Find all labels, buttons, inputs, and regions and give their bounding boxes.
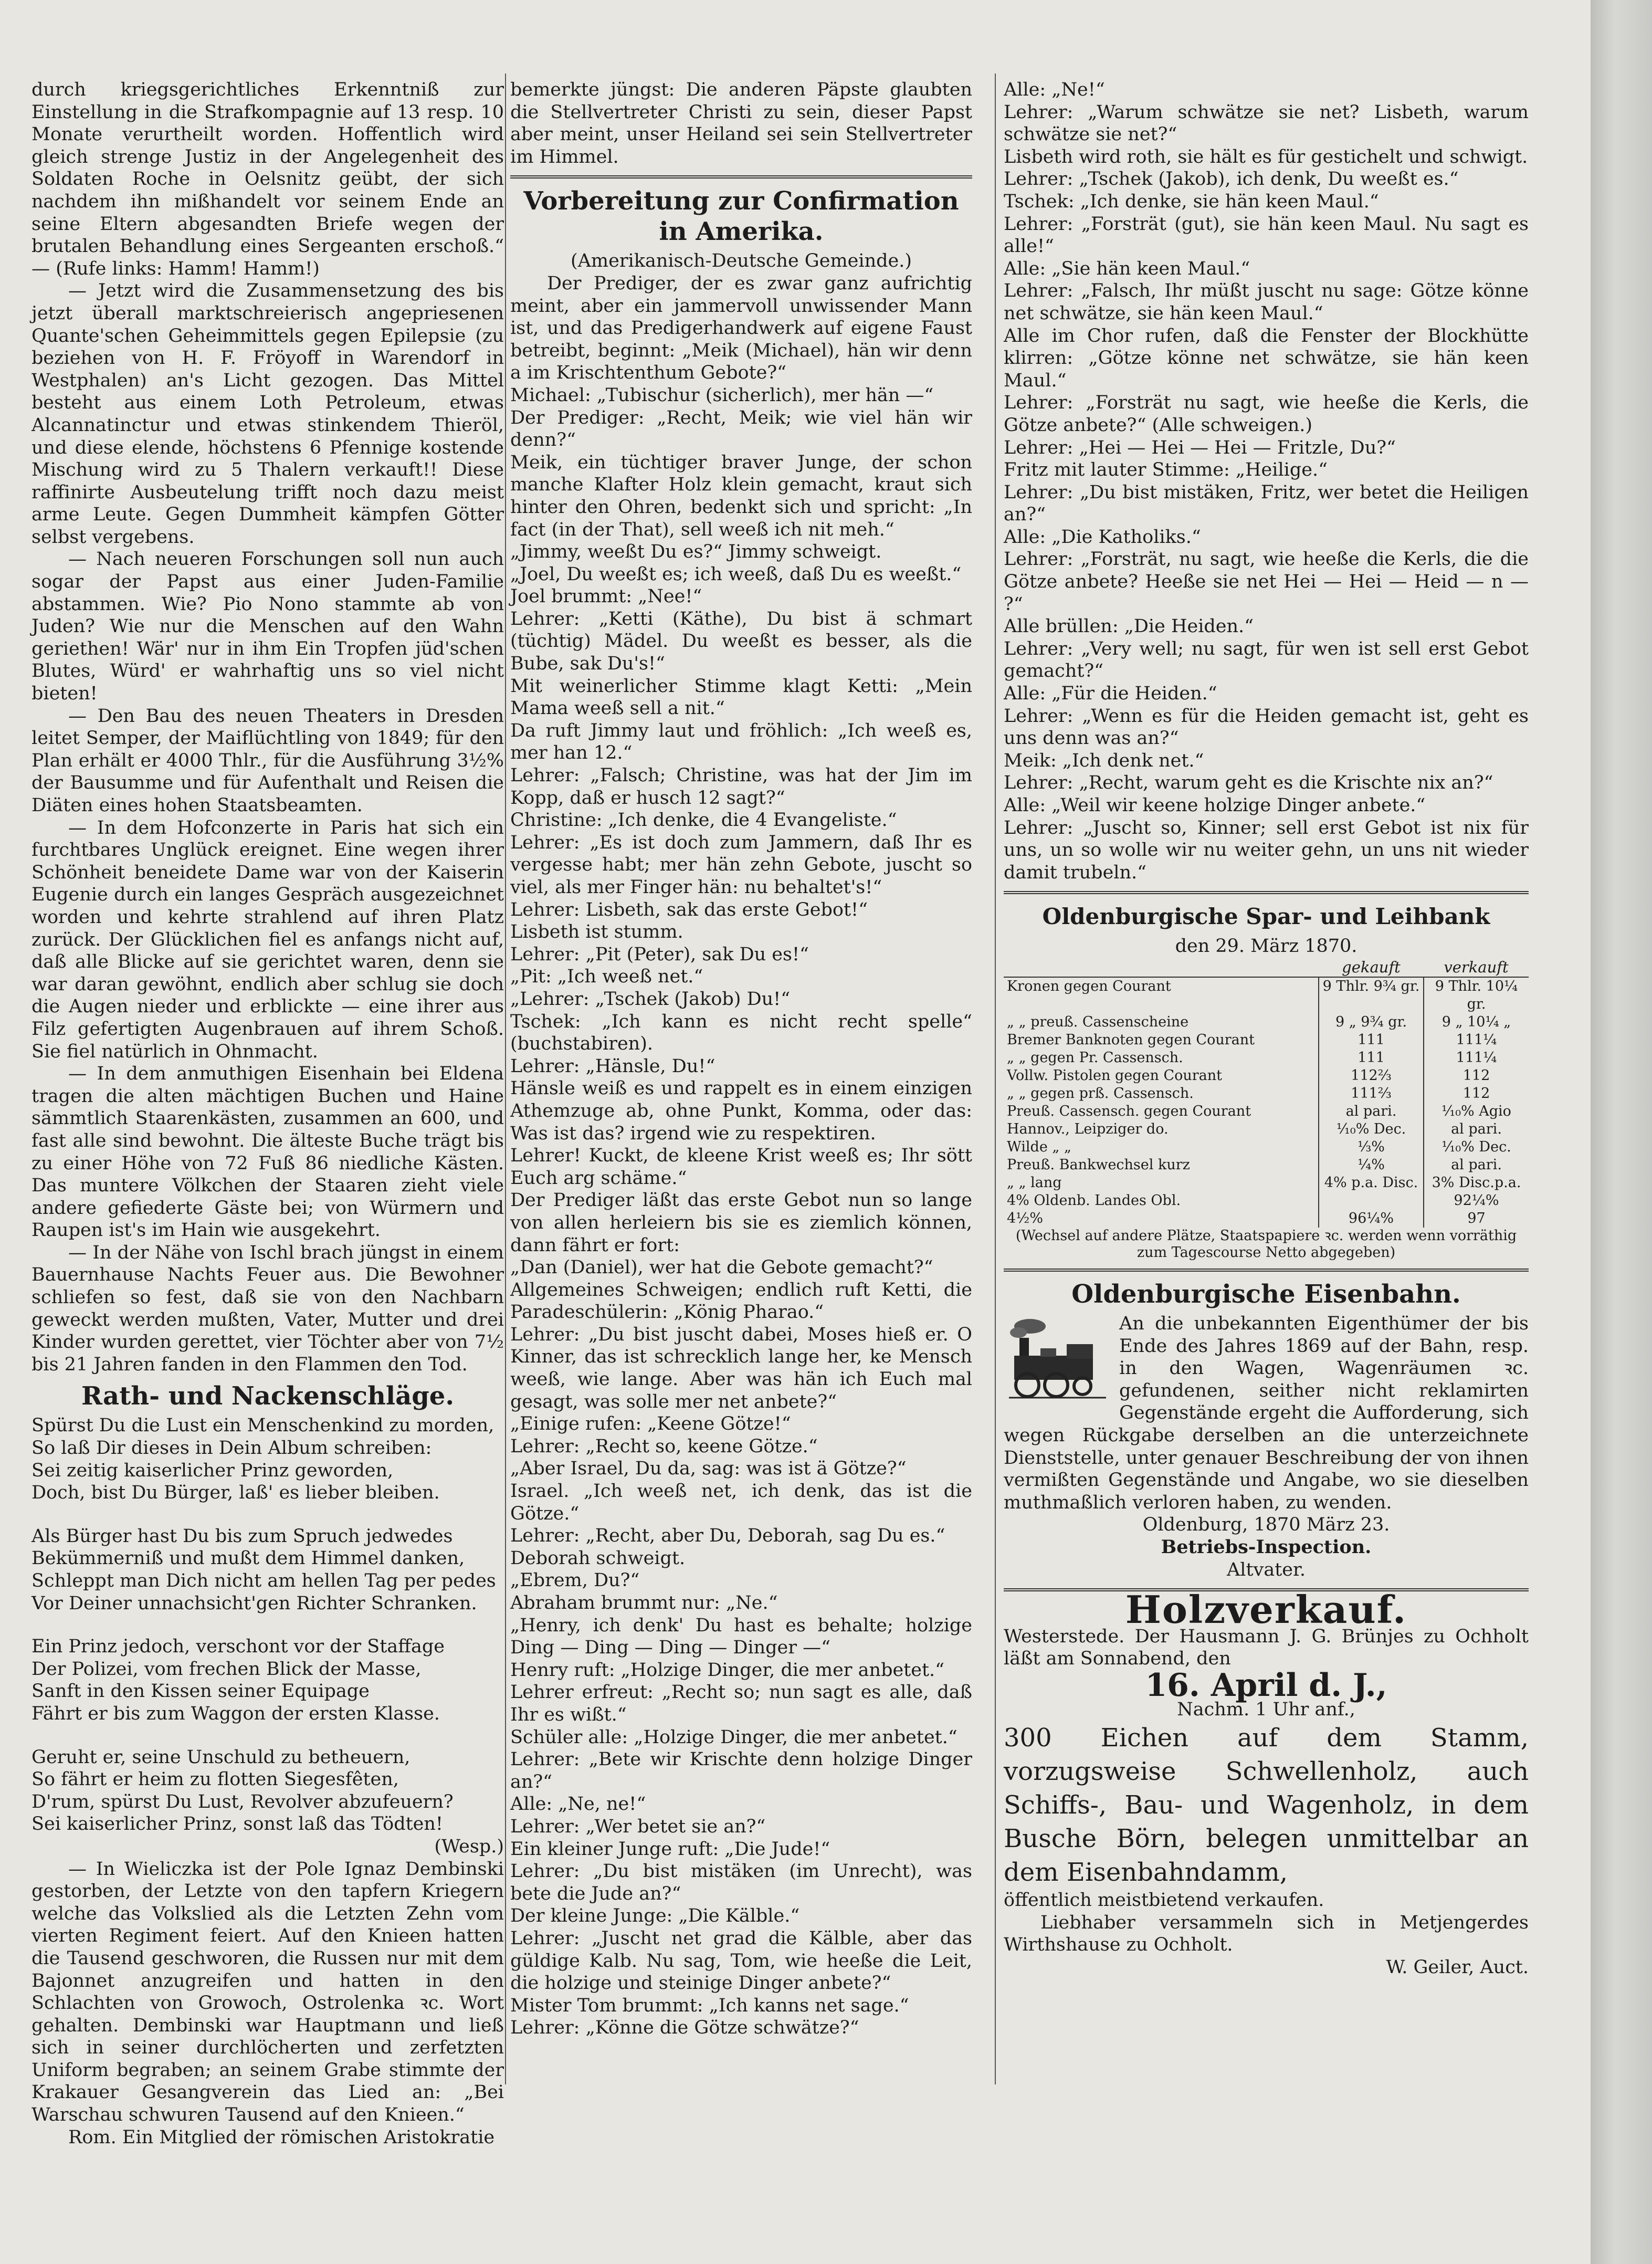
table-row xyxy=(1004,1031,1529,1049)
article-confirmation-text: Der Prediger, der es zwar ganz aufrichtig meint, aber ein jammervoll unwissender Mann ist, und das Predigerhandwerk auf eigene Faust betreibt, beginnt: „Meik (Michael), hän wir denn a im Krischtenthum Gebote?“ Michael: „Tubischur (sicherlich), mer hän —“ Der Prediger: „Recht, Meik; wie viel hän wir denn?“ Meik, ein tüchtiger braver Junge, der schon manche Klafter Holz klein gemacht, kraut sich hinter den Ohren, bedenkt sich und spricht: „In fact (in der That), sell weeß ich nit meh.“ „Jimmy, weeßt Du es?“ Jimmy schweigt. „Joel, Du weeßt es; ich weeß, daß Du es weeßt.“ Joel brummt: „Nee!“ Lehrer: „Ketti (Käthe), Du bist ä schmart (tüchtig) Mädel. Du weeßt es besser, als die Bube, sak Du's!“ Mit weinerlicher Stimme klagt Ketti: „Mein Mama weeß sell a nit.“ Da ruft Jimmy laut und fröhlich: „Ich weeß es, mer han 12.“ Lehrer: „Falsch; Christine, was hat der Jim im Kopp, daß er husch 12 sagt?“ Christine: „Ich denke, die 4 Evangeliste.“ Lehrer: „Es ist doch zum Jammern, daß Ihr es vergesse habt; mer hän zehn Gebote, juscht so viel, als mer Finger hän: nu behaltet's!“ Lehrer: Lisbeth, sak das erste Gebot!“ Lisbeth ist stumm. Lehrer: „Pit (Peter), sak Du es!“ „Pit: „Ich weeß net.“ „Lehrer: „Tschek (Jakob) Du!“ Tschek: „Ich kann es nicht recht spelle“ (buchstabiren). Lehrer: „Hänsle, Du!“ Hänsle weiß es und rappelt es in einem einzigen Athemzuge ab, ohne Punkt, Komma, oder das: Was ist das? irgend wie zu respektiren. Lehrer! Kuckt, de kleene Krist weeß es; Ihr sött Euch arg schäme.“ Der Prediger läßt das erste Gebot nun so lange von allen herleiern bis sie es ziemlich können, dann fährt er fort: „Dan (Daniel), wer hat die Gebote gemacht?“ Allgemeines Schweigen; endlich ruft Ketti, die Paradeschülerin: „König Pharao.“ Lehrer: „Du bist juscht dabei, Moses hieß er. O Kinner, das ist schrecklich lange her, ke Mensch weeß, wie lange. Aber was hän ich Euch mal gesagt, was solle mer net anbete?“ „Einige rufen: „Keene Götze!“ Lehrer: „Recht so, keene Götze.“ „Aber Israel, Du da, sag: was ist ä Götze?“ Israel. „Ich weeß net, ich denk, das ist die Götze.“ Lehrer: „Recht, aber Du, Deborah, sag Du es.“ Deborah schweigt. „Ebrem, Du?“ Abraham brummt nur: „Ne.“ „Henry, ich denk' Du hast es behalte; holzige Ding — Ding — Ding — Dinger —“ Henry ruft: „Holzige Dinger, die mer anbetet.“ Lehrer erfreut: „Recht so; nun sagt es alle, daß Ihr es wißt.“ Schüler alle: „Holzige Dinger, die mer anbetet.“ Lehrer: „Bete wir Krischte denn holzige Dinger an?“ Alle: „Ne, ne!“ Lehrer: „Wer betet sie an?“ Ein kleiner Junge ruft: „Die Jude!“ Lehrer: „Du bist mistäken (im Unrecht), was bete die Jude an?“ Der kleine Junge: „Die Kälble.“ Lehrer: „Juscht net grad die Kälble, aber das güldige Kalb. Nu sag, Tom, wie heeße die Leit, die holzige und steinige Dinger anbete?“ Mister Tom brummt: „Ich kanns net sage.“ Lehrer: „Könne die Götze schwätze?“ xyxy=(510,272,972,2039)
article-ischl-fire: — In der Nähe von Ischl brach jüngst in einem Bauernhause Nachts Feuer aus. Die Bewohner schliefen so fest, daß sie von den Nachbarn geweckt werden mußten, Vater, Mutter und drei Kinder wurden gerettet, vier Töchter aber von 7½ bis 21 Jahren fanden in den Flammen den Tod. xyxy=(31,1242,504,1375)
column-rule xyxy=(995,74,996,2084)
bank-date: den 29. März 1870. xyxy=(1175,936,1358,957)
rate-cell-buy xyxy=(1319,1192,1424,1210)
table-row xyxy=(1004,1120,1529,1138)
article-paris-concert: — In dem Hofconzerte in Paris hat sich ein furchtbares Unglück ereignet. Eine wegen ihrer Schönheit beneidete Dame war von der Kaiserin Eugenie durch ein langes Gespräch ausgezeichnet worden und kehrte strahlend auf ihren Platz zurück. Der Glücklichen fiel es anfangs nicht auf, daß alle Blicke auf sie gerichtet waren, denn sie war daran gewöhnt, endlich aber schlug sie doch die Augen nieder und erblickte — eine ihrer aus Filz gefertigten Augenbrauen auf ihrem Schoß. Sie fiel natürlich in Ohnmacht. xyxy=(31,817,504,1062)
rate-cell-buy: ¼% xyxy=(1319,1156,1424,1174)
rate-cell-sell: 112 xyxy=(1424,1085,1529,1103)
rate-cell-label: Wilde „ „ xyxy=(1007,1138,1071,1155)
timber-sale-intro: Westerstede. Der Hausmann J. G. Brünjes zu Ochholt läßt am Sonnabend, den xyxy=(1004,1626,1529,1670)
rate-cell-sell: 3% Disc.p.a. xyxy=(1424,1174,1529,1192)
rate-cell-label: „ „ gegen Pr. Cassensch. xyxy=(1007,1049,1183,1066)
column-1 xyxy=(31,79,504,2148)
divider xyxy=(1004,891,1529,894)
table-row xyxy=(1004,1049,1529,1067)
rate-cell-label: „ „ gegen prß. Cassensch. xyxy=(1007,1085,1194,1102)
rate-cell-label: Hannov., Leipziger do. xyxy=(1007,1120,1169,1137)
rate-cell-label: Vollw. Pistolen gegen Courant xyxy=(1007,1067,1223,1084)
auction-time: Nachm. 1 Uhr anf., xyxy=(1177,1699,1355,1721)
column-rule xyxy=(505,74,506,2084)
column-3 xyxy=(1004,79,1529,1978)
poem-stanza: Spürst Du die Lust ein Menschenkind zu morden, So laß Dir dieses in Dein Album schreiben: Sei zeitig kaiserlicher Prinz geworden, Doch, bist Du Bürger, laß' es lieber bleiben. xyxy=(31,1415,494,1504)
table-row xyxy=(1004,977,1529,1013)
article-rome-continued: bemerkte jüngst: Die anderen Päpste glaubten die Stellvertreter Christi zu sein, dieser Papst aber meint, unser Heiland sei sein Stellvertreter im Himmel. xyxy=(510,79,972,167)
rate-cell-buy: 111⅔ xyxy=(1319,1085,1424,1103)
table-row xyxy=(1004,1138,1529,1156)
rate-cell-label: Preuß. Cassensch. gegen Courant xyxy=(1007,1103,1251,1119)
rate-cell-buy: 112⅔ xyxy=(1319,1067,1424,1085)
rate-cell-buy: ⅟₁₀% Dec. xyxy=(1319,1120,1424,1138)
rate-cell-sell: ⅟₁₀% Dec. xyxy=(1424,1138,1529,1156)
rate-cell-sell: al pari. xyxy=(1424,1156,1529,1174)
rate-cell-label: „ „ lang xyxy=(1007,1174,1062,1191)
column-header-buy: gekauft xyxy=(1319,958,1424,977)
poem-title: Rath- und Nackenschläge. xyxy=(81,1381,455,1411)
table-row xyxy=(1004,1085,1529,1103)
bank-title: Oldenburgische Spar- und Leihbank xyxy=(1042,904,1490,930)
railway-signature: Betriebs-Inspection. xyxy=(1161,1536,1372,1558)
rate-cell-buy: 4% p.a. Disc. xyxy=(1319,1174,1424,1192)
table-row xyxy=(1004,1210,1529,1228)
rate-cell-buy: 9 Thlr. 9¾ gr. xyxy=(1319,977,1424,1013)
rate-cell-buy: ⅓% xyxy=(1319,1138,1424,1156)
exchange-rate-table xyxy=(1004,958,1529,1228)
poem-stanza: Ein Prinz jedoch, verschont vor der Staffage Der Polizei, vom frechen Blick der Masse, Sanft in den Kissen seiner Equipage Fährt er bis zum Waggon der ersten Klasse. xyxy=(31,1636,445,1724)
rate-cell-buy: 9 „ 9¾ gr. xyxy=(1319,1013,1424,1031)
railway-notice: An die unbekannten Eigenthümer der bis Ende des Jahres 1869 auf der Bahn, resp. in den Wagen, Wagenräumen ꝛc. gefundenen, seither nicht reklamirten Gegenstände ergeht die Aufforderung, sich wegen Rückgabe derselben an die unterzeichnete Dienststelle, unter genauer Beschreibung der von ihnen vermißten Gegenstände und Angabe, wo sie dieselben muthmaßlich verloren haben, zu wenden. xyxy=(1004,1313,1529,1513)
rate-cell-buy: al pari. xyxy=(1319,1103,1424,1120)
article-title-confirmation: Vorbereitung zur Confirmation in Amerika. xyxy=(523,186,959,247)
timber-description: 300 Eichen auf dem Stamm, vorzugsweise Schwellenholz, auch Schiffs-, Bau- und Wagenholz, in dem Busche Börn, belegen unmittelbar an dem Eisenbahndamm, xyxy=(1004,1723,1529,1888)
rate-cell-sell: 9 „ 10¼ „ xyxy=(1424,1013,1529,1031)
divider xyxy=(1004,1269,1529,1272)
rate-cell-buy: 96¼% xyxy=(1319,1210,1424,1228)
table-row xyxy=(1004,1103,1529,1120)
column-2 xyxy=(510,79,972,2039)
rate-cell-sell: 111¼ xyxy=(1424,1049,1529,1067)
table-row xyxy=(1004,1067,1529,1085)
rate-cell-sell: 112 xyxy=(1424,1067,1529,1085)
table-row xyxy=(1004,1192,1529,1210)
article-epilepsy-remedy: — Jetzt wird die Zusammensetzung des bis jetzt überall marktschreierisch angepriesenen Quante'schen Geheimmittels gegen Epilepsie (zu beziehen von H. F. Fröyoff in Warendorf in Westphalen) an's Licht gezogen. Das Mittel besteht aus einem Loth Petroleum, etwas Alcannatinctur und etwas stinkendem Thieröl, und diese elende, höchstens 6 Pfennige kostende Mischung wird zu 5 Thalern verkauft!! Diese raffinirte Ausbeutelung trifft noch dazu meist arme Leute. Gegen Dummheit kämpfen Götter selbst vergebens. xyxy=(31,280,504,548)
rate-cell-label: 4½% xyxy=(1007,1210,1044,1227)
timber-sale-meeting: Liebhaber versammeln sich in Metjengerdes Wirthshause zu Ochholt. xyxy=(1004,1912,1529,1956)
column-header-sell: verkauft xyxy=(1424,958,1529,977)
poem-stanza: Geruht er, seine Unschuld zu betheuern, So fährt er heim zu flotten Siegesfêten, D'rum, spürst Du Lust, Revolver abzufeuern? Sei kaiserlicher Prinz, sonst laß das Tödten! xyxy=(31,1746,454,1835)
rate-cell-sell: al pari. xyxy=(1424,1120,1529,1138)
auction-date: 16. April d. J., xyxy=(1145,1666,1387,1704)
railway-title: Oldenburgische Eisenbahn. xyxy=(1071,1279,1461,1309)
rate-cell-buy: 111 xyxy=(1319,1049,1424,1067)
railway-date: Oldenburg, 1870 März 23. xyxy=(1142,1514,1390,1536)
table-row xyxy=(1004,1156,1529,1174)
article-eldena-starlings: — In dem anmuthigen Eisenhain bei Eldena tragen die alten mächtigen Buchen und Haine sämmtlich Staarenkästen, zusammen an 600, und fast alle sind bewohnt. Die älteste Buche trägt bis zu einer Höhe von 72 Fuß 86 niedliche Kästen. Das muntere Völkchen der Staaren zieht viele andere gefiederte Gäste bei; von Würmern und Raupen ist's im Hain wie ausgekehrt. xyxy=(31,1063,504,1241)
rate-cell-label: Preuß. Bankwechsel kurz xyxy=(1007,1156,1190,1173)
article-rome: Rom. Ein Mitglied der römischen Aristokratie xyxy=(68,2126,495,2148)
rate-cell-label: Kronen gegen Courant xyxy=(1007,978,1171,994)
rate-cell-sell: 111¼ xyxy=(1424,1031,1529,1049)
rate-cell-label: 4% Oldenb. Landes Obl. xyxy=(1007,1192,1181,1209)
table-row xyxy=(1004,1013,1529,1031)
rate-cell-sell: ⅟₁₀% Agio xyxy=(1424,1103,1529,1120)
bank-note: (Wechsel auf andere Plätze, Staatspapiere ꝛc. werden wenn vorräthig zum Tagescourse Netto abgegeben) xyxy=(1015,1227,1517,1261)
auctioneer-signature: W. Geiler, Auct. xyxy=(1386,1956,1529,1978)
divider xyxy=(510,175,972,179)
rate-cell-sell: 9 Thlr. 10¼ gr. xyxy=(1424,977,1529,1013)
page-edge xyxy=(1591,0,1652,2264)
rate-cell-label: Bremer Banknoten gegen Courant xyxy=(1007,1031,1255,1048)
timber-sale-terms: öffentlich meistbietend verkaufen. xyxy=(1004,1890,1324,1911)
poem-source: (Wesp.) xyxy=(434,1836,504,1857)
poem-stanza: Als Bürger hast Du bis zum Spruch jedwedes Bekümmerniß und mußt dem Himmel danken, Schleppt man Dich nicht am hellen Tag per pedes Vor Deiner unnachsicht'gen Richter Schranken. xyxy=(31,1525,496,1614)
timber-sale-title: Holzverkauf. xyxy=(1125,1587,1407,1632)
article-dresden-theatre: — Den Bau des neuen Theaters in Dresden leitet Semper, der Maiflüchtling von 1849; für den Plan erhält er 4000 Thlr., für die Ausführung 3½% der Bausumme und für Aufenthalt und Reisen die Diäten eines hohen Staatsbeamten. xyxy=(31,705,504,816)
rate-cell-sell: 92¼% xyxy=(1424,1192,1529,1210)
table-row xyxy=(1004,1174,1529,1192)
article-pope: — Nach neueren Forschungen soll nun auch sogar der Papst aus einer Juden-Familie abstammen. Wie? Pio Nono stammte ab von Juden? Wie nur die Menschen auf den Wahn geriethen! Wär' nur in ihm Ein Tropfen jüd'schen Blutes, Würd' er wahrhaftig uns so viel nicht bieten! xyxy=(31,549,504,705)
article-dembinski: — In Wieliczka ist der Pole Ignaz Dembinski gestorben, der Letzte von den tapfern Kriegern welche das Volkslied als die Letzten Zehn vom vierten Regiment feiert. Auf den Knieen hatten die Tausend geschworen, die Russen nur mit dem Bajonnet anzugreifen und hatten in den Schlachten von Growoch, Ostrolenka ꝛc. Wort gehalten. Dembinski war Hauptmann und ließ sich in seiner durchlöcherten und zerfetzten Uniform begraben; an seinem Grabe stimmte der Krakauer Gesangverein das Lied an: „Bei Warschau schwuren Tausend auf den Knieen.“ xyxy=(31,1858,504,2126)
article-subtitle: (Amerikanisch-Deutsche Gemeinde.) xyxy=(570,250,912,272)
locomotive-icon xyxy=(1004,1317,1109,1401)
dialogue-continued: Alle: „Ne!“ Lehrer: „Warum schwätze sie net? Lisbeth, warum schwätze sie net?“ Lisbeth wird roth, sie hält es für gestichelt und schwigt. Lehrer: „Tschek (Jakob), ich denk, Du weeßt es.“ Tschek: „Ich denke, sie hän keen Maul.“ Lehrer: „Forsträt (gut), sie hän keen Maul. Nu sagt es alle!“ Alle: „Sie hän keen Maul.“ Lehrer: „Falsch, Ihr müßt juscht nu sage: Götze könne net schwätze, sie hän keen Maul.“ Alle im Chor rufen, daß die Fenster der Blockhütte klirren: „Götze könne net schwätze, sie hän keen Maul.“ Lehrer: „Forsträt nu sagt, wie heeße die Kerls, die Götze anbete?“ (Alle schweigen.) Lehrer: „Hei — Hei — Hei — Fritzle, Du?“ Fritz mit lauter Stimme: „Heilige.“ Lehrer: „Du bist mistäken, Fritz, wer betet die Heiligen an?“ Alle: „Die Katholiks.“ Lehrer: „Forsträt, nu sagt, wie heeße die Kerls, die die Götze anbete? Heeße sie net Hei — Hei — Heid — n — ?“ Alle brüllen: „Die Heiden.“ Lehrer: „Very well; nu sagt, für wen ist sell erst Gebot gemacht?“ Alle: „Für die Heiden.“ Lehrer: „Wenn es für die Heiden gemacht ist, geht es uns denn was an?“ Meik: „Ich denk net.“ Lehrer: „Recht, warum geht es die Krischte nix an?“ Alle: „Weil wir keene holzige Dinger anbete.“ Lehrer: „Juscht so, Kinner; sell erst Gebot ist nix für uns, un so wolle wir nu weiter gehn, un uns nit wieder damit trubeln.“ xyxy=(1004,79,1529,883)
rate-cell-sell: 97 xyxy=(1424,1210,1529,1228)
article-verdict: durch kriegsgerichtliches Erkenntniß zur Einstellung in die Strafkompagnie auf 13 resp. 10 Monate verurtheilt worden. Hoffentlich wird gleich strenge Justiz in der Angelegenheit des Soldaten Roche in Oelsnitz geübt, der sich nachdem ihn mißhandelt vor seinem Ende an seine Eltern abgesandten Briefe wegen der brutalen Behandlung eines Sergeanten erschoß.“ — (Rufe links: Hamm! Hamm!) xyxy=(31,79,504,279)
rate-cell-buy: 111 xyxy=(1319,1031,1424,1049)
rate-cell-label: „ „ preuß. Cassenscheine xyxy=(1007,1013,1189,1030)
railway-signatory: Altvater. xyxy=(1227,1559,1306,1580)
